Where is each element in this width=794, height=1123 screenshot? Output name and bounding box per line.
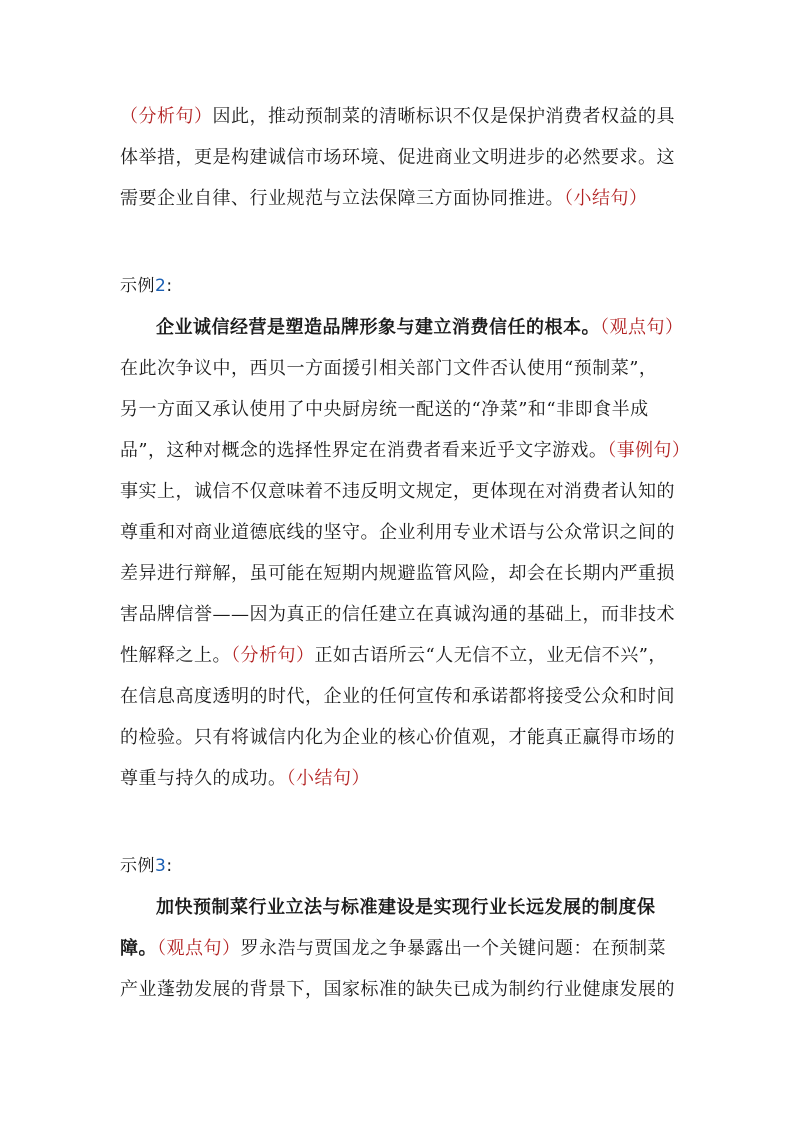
example-2-heading: 示例2: [120, 276, 173, 296]
paragraph-line: 另一方面又承认使用了中央厨房统一配送的“净菜”和“非即食半成 [120, 399, 649, 420]
thesis-line [156, 316, 684, 340]
thesis-text: 企业诚信经营是塑造品牌形象与建立消费信任的根本。 [156, 317, 600, 338]
thesis-line [156, 896, 656, 920]
paragraph-text: 需要企业自律、行业规范与立法保障三方面协同推进。 [120, 188, 564, 209]
paragraph-line: 事实上，诚信不仅意味着不违反明文规定，更体现在对消费者认知的 [120, 481, 675, 502]
viewpoint-tag: （观点句） [157, 938, 241, 959]
paragraph-line: 尊重和对商业道德底线的坚守。企业利用专业术语与公众常识之间的 [120, 522, 675, 543]
viewpoint-tag: （观点句） [600, 317, 684, 338]
example-3-heading: 示例3: [120, 856, 173, 876]
thesis-text: 加快预制菜行业立法与标准建设是实现行业长远发展的制度保 [156, 897, 656, 918]
paragraph-line: 品”，这种对概念的选择性界定在消费者看来近乎文字游戏。（事例句） [120, 440, 691, 461]
paragraph-line: 在此次争议中，西贝一方面援引相关部门文件否认使用“预制菜”， [120, 358, 658, 379]
paragraph-line: 差异进行辩解，虽可能在短期内规避监管风险，却会在长期内严重损 [120, 563, 675, 584]
paragraph-line: 害品牌信誉——因为真正的信任建立在真诚沟通的基础上，而非技术 [120, 604, 675, 625]
paragraph-line: 产业蓬勃发展的背景下，国家标准的缺失已成为制约行业健康发展的 [120, 979, 675, 1000]
paragraph-line: 在信息高度透明的时代，企业的任何宣传和承诺都将接受公众和时间 [120, 686, 675, 707]
summary-tag: （小结句） [564, 188, 648, 209]
paragraph-line: 性解释之上。（分析句）正如古语所云“人无信不立，业无信不兴”， [120, 645, 667, 666]
summary-tag: （小结句） [286, 768, 370, 789]
paragraph-line [120, 146, 675, 170]
paragraph-text: 因此，推动预制菜的清晰标识不仅是保护消费者权益的具 [212, 106, 675, 127]
analysis-tag: （分析句） [120, 106, 213, 127]
paragraph-line [120, 105, 675, 129]
case-tag: （事例句） [607, 440, 691, 461]
paragraph-text: 体举措，更是构建诚信市场环境、促进商业文明进步的必然要求。这 [120, 147, 675, 168]
paragraph-line: 尊重与持久的成功。（小结句） [120, 768, 370, 789]
analysis-tag: （分析句） [231, 645, 315, 666]
paragraph-line [120, 187, 648, 211]
paragraph-line: 障。（观点句）罗永浩与贾国龙之争暴露出一个关键问题：在预制菜 [120, 938, 666, 959]
paragraph-line: 的检验。只有将诚信内化为企业的核心价值观，才能真正赢得市场的 [120, 727, 675, 748]
